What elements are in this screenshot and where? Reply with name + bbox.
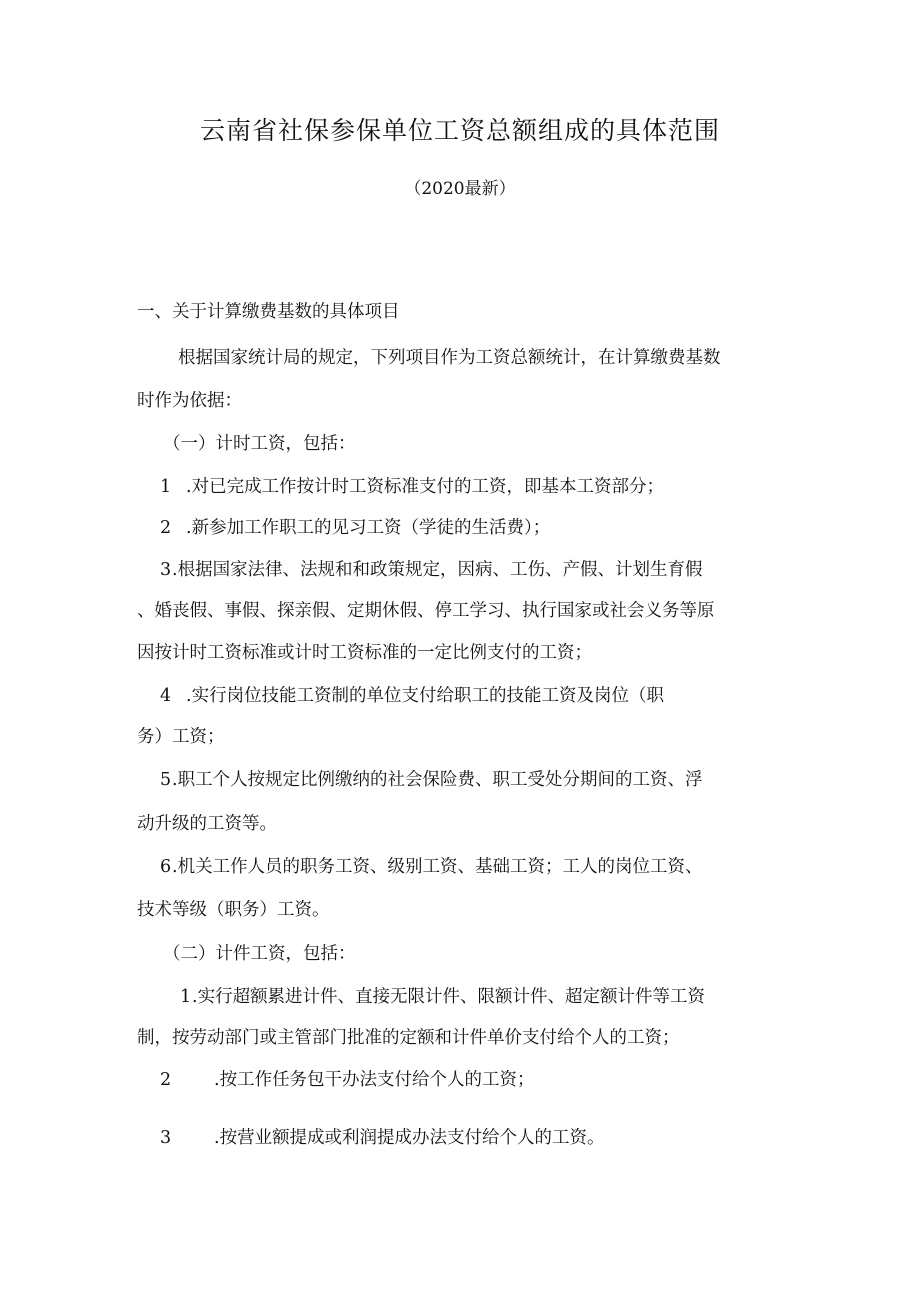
section-heading: 一、关于计算缴费基数的具体项目 xyxy=(137,302,400,322)
document-subtitle: （2020最新） xyxy=(404,179,516,199)
subsection-2-heading: （二）计件工资，包括： xyxy=(163,944,356,964)
list-item-text: .根据国家法律、法规和和政策规定，因病、工伤、产假、计划生育假 xyxy=(172,560,703,580)
subsection-1-heading: （一）计时工资，包括： xyxy=(163,434,356,454)
intro-line-2: 时作为依据： xyxy=(137,391,242,411)
list-item-text: 因按计时工资标准或计时工资标准的一定比例支付的工资； xyxy=(137,643,592,663)
list-item-number: 6 xyxy=(160,857,172,877)
list-item-text: 技术等级（职务）工资。 xyxy=(137,900,330,920)
list-item-text: .实行岗位技能工资制的单位支付给职工的技能工资及岗位（职 xyxy=(186,686,665,706)
list-item-number: 2 xyxy=(160,1070,172,1090)
list-item-text: 制，按劳动部门或主管部门批准的定额和计件单价支付给个人的工资； xyxy=(137,1028,680,1048)
list-item-number: 1 xyxy=(180,987,192,1007)
list-item-number: 3 xyxy=(160,560,172,580)
list-item-text: .职工个人按规定比例缴纳的社会保险费、职工受处分期间的工资、浮 xyxy=(172,770,703,790)
list-item-number: 2 xyxy=(160,518,172,538)
list-item-text: .按营业额提成或利润提成办法支付给个人的工资。 xyxy=(214,1128,605,1148)
list-item-number: 1 xyxy=(160,477,172,497)
list-item-number: 5 xyxy=(160,770,172,790)
list-item-number: 3 xyxy=(160,1128,172,1148)
list-item-text: 务）工资； xyxy=(137,727,225,747)
list-item-text: .实行超额累进计件、直接无限计件、限额计件、超定额计件等工资 xyxy=(192,987,706,1007)
list-item-text: .新参加工作职工的见习工资（学徒的生活费）； xyxy=(186,518,551,538)
list-item-text: 、婚丧假、事假、探亲假、定期休假、停工学习、执行国家或社会义务等原 xyxy=(137,601,715,621)
list-item-number: 4 xyxy=(160,686,172,706)
list-item-text: .按工作任务包干办法支付给个人的工资； xyxy=(214,1070,535,1090)
list-item-text: 动升级的工资等。 xyxy=(137,814,277,834)
document-title: 云南省社保参保单位工资总额组成的具体范围 xyxy=(199,116,720,145)
list-item-text: .机关工作人员的职务工资、级别工资、基础工资；工人的岗位工资、 xyxy=(172,857,703,877)
intro-line-1: 根据国家统计局的规定，下列项目作为工资总额统计，在计算缴费基数 xyxy=(178,348,721,368)
list-item-text: .对已完成工作按计时工资标准支付的工资，即基本工资部分； xyxy=(186,477,665,497)
